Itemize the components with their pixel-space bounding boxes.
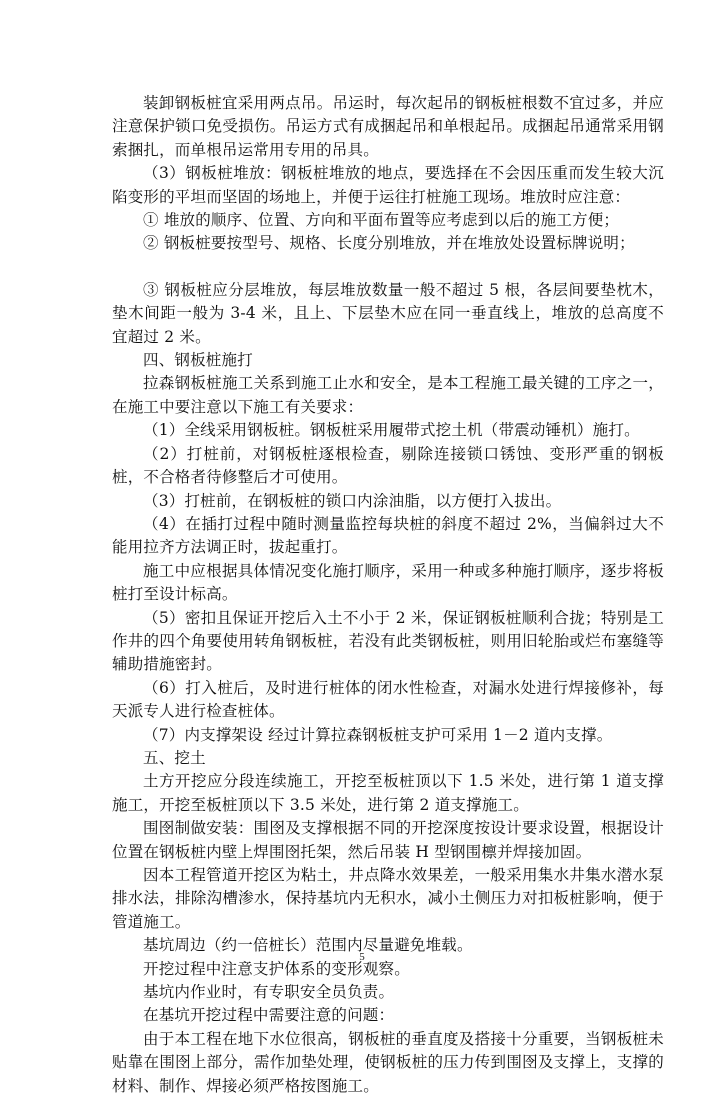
paragraph-stacking: （3）钢板桩堆放：钢板桩堆放的地点，要选择在不会因压重而发生较大沉陷变形的平坦而坚固的场地上，并便于运往打桩施工现场。堆放时应注意：: [112, 164, 664, 206]
list-item-stacking-layers: ③ 钢板桩应分层堆放，每层堆放数量一般不超过 5 根，各层间要垫枕木，垫木间距一般为 3-4 米，且上、下层垫木应在同一垂直线上，堆放的总高度不宜超过 2 米。: [112, 280, 664, 346]
paragraph-safety-officer: 基坑内作业时，有专职安全员负责。: [143, 983, 395, 1002]
paragraph-piling-1: （1）全线采用钢板桩。钢板桩采用履带式挖土机（带震动锤机）施打。: [143, 421, 640, 440]
document-body: [112, 92, 664, 1098]
paragraph-issues-heading: 在基坑开挖过程中需要注意的问题：: [143, 1006, 395, 1025]
list-item-stacking-order: ① 堆放的顺序、位置、方向和平面布置等应考虑到以后的施工方便；: [143, 211, 620, 230]
paragraph-hoisting: 装卸钢板桩宜采用两点吊。吊运时，每次起吊的钢板桩根数不宜过多，并应注意保护锁口免受损伤。吊运方式有成捆起吊和单根起吊。成捆起吊通常采用钢索捆扎，而单根吊运常用专用的吊具。: [112, 94, 664, 159]
paragraph-excavation-stages: 土方开挖应分段连续施工，开挖至板桩顶以下 1.5 米处，进行第 1 道支撑施工，开挖至板桩顶以下 3.5 米处，进行第 2 道支撑施工。: [112, 772, 664, 814]
list-item-stacking-by-type: ② 钢板桩要按型号、规格、长度分别堆放，并在堆放处设置标牌说明；: [143, 234, 635, 253]
paragraph-piling-7: （7）内支撑架设 经过计算拉森钢板桩支护可采用 1－2 道内支撑。: [143, 725, 613, 744]
paragraph-piling-intro: 拉森钢板桩施工关系到施工止水和安全，是本工程施工最关键的工序之一，在施工中要注意以下施工有关要求：: [112, 374, 664, 416]
paragraph-piling-4: （4）在插打过程中随时测量监控每块桩的斜度不超过 2%，当偏斜过大不能用拉齐方法调正时，拔起重打。: [112, 514, 664, 557]
page-number: 5: [359, 951, 365, 963]
section-heading-piling: 四、钢板桩施打: [143, 351, 253, 370]
paragraph-piling-5: （5）密扣且保证开挖后入土不小于 2 米，保证钢板桩顺利合拢；特别是工作井的四个角要使用转角钢板桩，若没有此类钢板桩，则用旧轮胎或烂布塞缝等辅助措施密封。: [112, 608, 664, 674]
paragraph-waling-install: 围囹制做安装：围囹及支撑根据不同的开挖深度按设计要求设置，根据设计位置在钢板桩内壁上焊围囹托架，然后吊装 H 型钢围檩并焊接加固。: [112, 819, 664, 861]
paragraph-piling-order: 施工中应根据具体情况变化施打顺序，采用一种或多种施打顺序，逐步将板桩打至设计标高。: [112, 561, 664, 604]
paragraph-dewatering: 因本工程管道开挖区为粘土，井点降水效果差，一般采用集水井集水潜水泵排水法，排除沟槽渗水，保持基坑内无积水，减小土侧压力对扣板桩影响，便于管道施工。: [112, 866, 664, 931]
paragraph-verticality: 由于本工程在地下水位很高，钢板桩的垂直度及搭接十分重要，当钢板桩未贴靠在围囹上部分，需作加垫处理，使钢板桩的压力传到围囹及支撑上，支撑的材料、制作、焊接必须严格按图施工。: [112, 1029, 664, 1095]
paragraph-piling-6: （6）打入桩后，及时进行桩体的闭水性检查，对漏水处进行焊接修补，每天派专人进行检查桩体。: [112, 678, 664, 721]
paragraph-deformation-watch: 开挖过程中注意支护体系的变形观察。: [143, 959, 410, 978]
paragraph-piling-3: （3）打桩前，在钢板桩的锁口内涂油脂，以方便打入拔出。: [143, 491, 562, 510]
paragraph-piling-2: （2）打桩前，对钢板桩逐根检查，剔除连接锁口锈蚀、变形严重的钢板桩，不合格者待修整后才可使用。: [112, 444, 664, 487]
paragraph-no-surcharge: 基坑周边（约一倍桩长）范围内尽量避免堆载。: [143, 936, 473, 955]
section-heading-excavation: 五、挖土: [143, 748, 206, 767]
